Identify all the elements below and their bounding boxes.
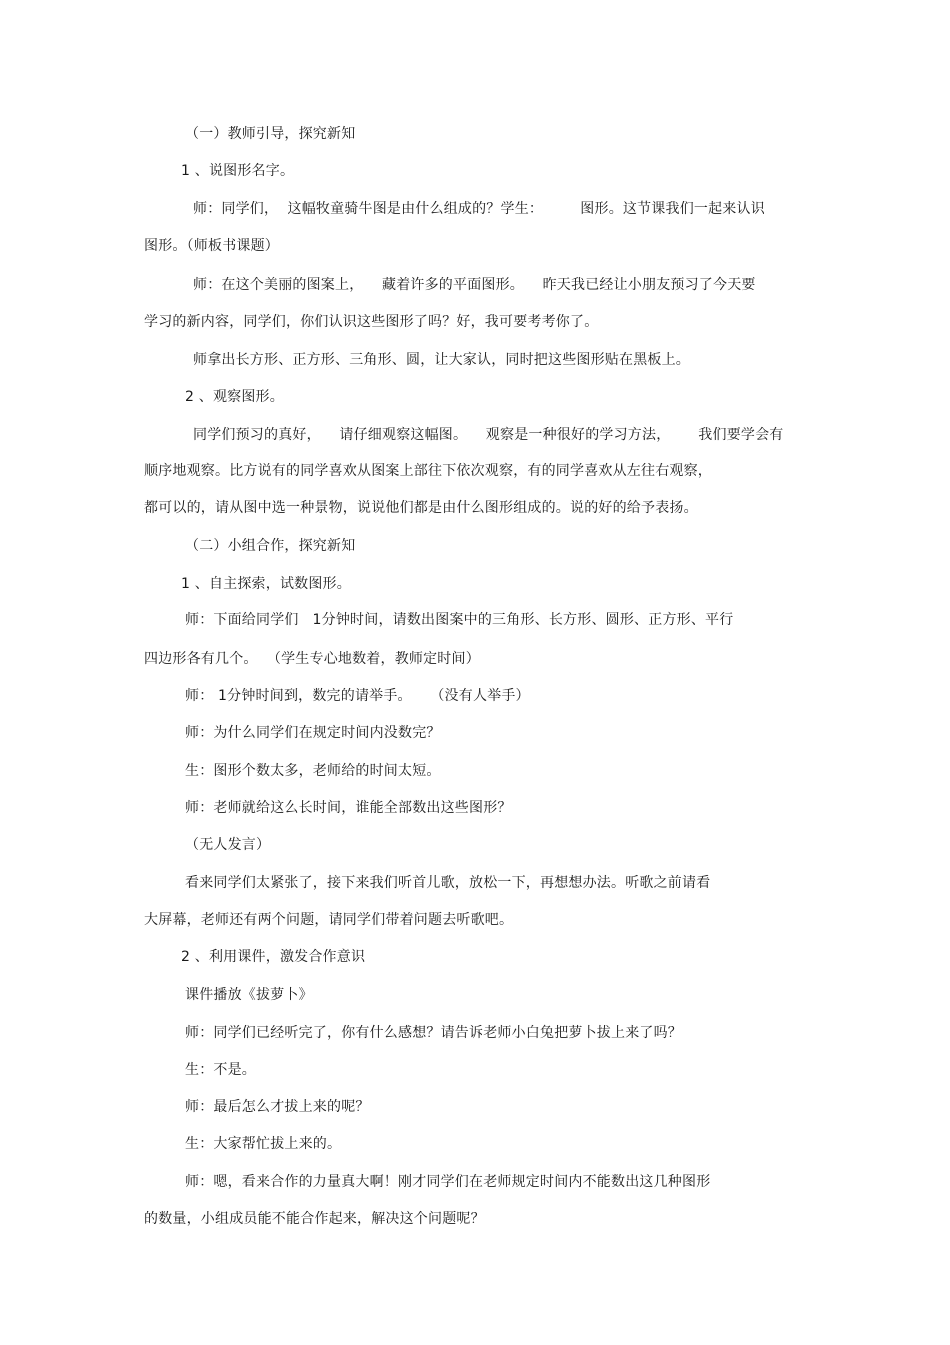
paragraph-line: 生：图形个数太多，老师给的时间太短。	[185, 763, 441, 779]
subsection-heading: 1 、自主探索，试数图形。	[181, 576, 351, 592]
paragraph-line: 生：大家帮忙拔上来的。	[185, 1136, 342, 1152]
paragraph-line: 师：嗯，看来合作的力量真大啊！刚才同学们在老师规定时间内不能数出这几种图形	[185, 1174, 711, 1190]
paragraph-line: （无人发言）	[185, 837, 271, 853]
paragraph-line: 师：在这个美丽的图案上， 藏着许多的平面图形。 昨天我已经让小朋友预习了今天要	[193, 277, 756, 293]
paragraph-line: 都可以的，请从图中选一种景物，说说他们都是由什么图形组成的。说的好的给予表扬。	[144, 500, 698, 516]
subsection-heading: 2 、利用课件，激发合作意识	[181, 949, 366, 965]
paragraph-line: 师：下面给同学们 1分钟时间，请数出图案中的三角形、长方形、圆形、正方形、平行	[185, 612, 734, 628]
paragraph-line: 看来同学们太紧张了，接下来我们听首儿歌，放松一下，再想想办法。听歌之前请看	[185, 875, 711, 891]
paragraph-line: 四边形各有几个。 （学生专心地数着，教师定时间）	[144, 651, 480, 667]
paragraph-line: 生：不是。	[185, 1062, 256, 1078]
paragraph-line: 师：同学们， 这幅牧童骑牛图是由什么组成的？学生： 图形。这节课我们一起来认识	[193, 201, 765, 217]
subsection-heading: 1 、说图形名字。	[181, 163, 295, 179]
paragraph-line: 学习的新内容，同学们，你们认识这些图形了吗？好，我可要考考你了。	[144, 314, 599, 330]
section-heading: （二）小组合作，探究新知	[185, 538, 356, 554]
paragraph-line: 师： 1分钟时间到，数完的请举手。 （没有人举手）	[185, 688, 530, 704]
paragraph-line: 的数量，小组成员能不能合作起来，解决这个问题呢？	[144, 1211, 485, 1227]
paragraph-line: 师：最后怎么才拔上来的呢？	[185, 1099, 370, 1115]
paragraph-line: 师：老师就给这么长时间，谁能全部数出这些图形？	[185, 800, 512, 816]
paragraph-line: 大屏幕，老师还有两个问题，请同学们带着问题去听歌吧。	[144, 912, 514, 928]
paragraph-line: 师：同学们已经听完了，你有什么感想？请告诉老师小白兔把萝卜拔上来了吗？	[185, 1025, 682, 1041]
paragraph-line: 顺序地观察。比方说有的同学喜欢从图案上部往下依次观察，有的同学喜欢从左往右观察，	[144, 463, 712, 479]
paragraph-line: 同学们预习的真好， 请仔细观察这幅图。 观察是一种很好的学习方法， 我们要学会有	[193, 427, 784, 443]
paragraph-line: 师：为什么同学们在规定时间内没数完？	[185, 725, 441, 741]
subsection-heading: 2 、观察图形。	[185, 389, 284, 405]
paragraph-line: 课件播放《拔萝卜》	[185, 987, 313, 1003]
paragraph-line: 师拿出长方形、正方形、三角形、圆，让大家认，同时把这些图形贴在黑板上。	[193, 352, 690, 368]
paragraph-line: 图形。（师板书课题）	[144, 238, 279, 254]
section-heading: （一）教师引导，探究新知	[185, 126, 356, 142]
